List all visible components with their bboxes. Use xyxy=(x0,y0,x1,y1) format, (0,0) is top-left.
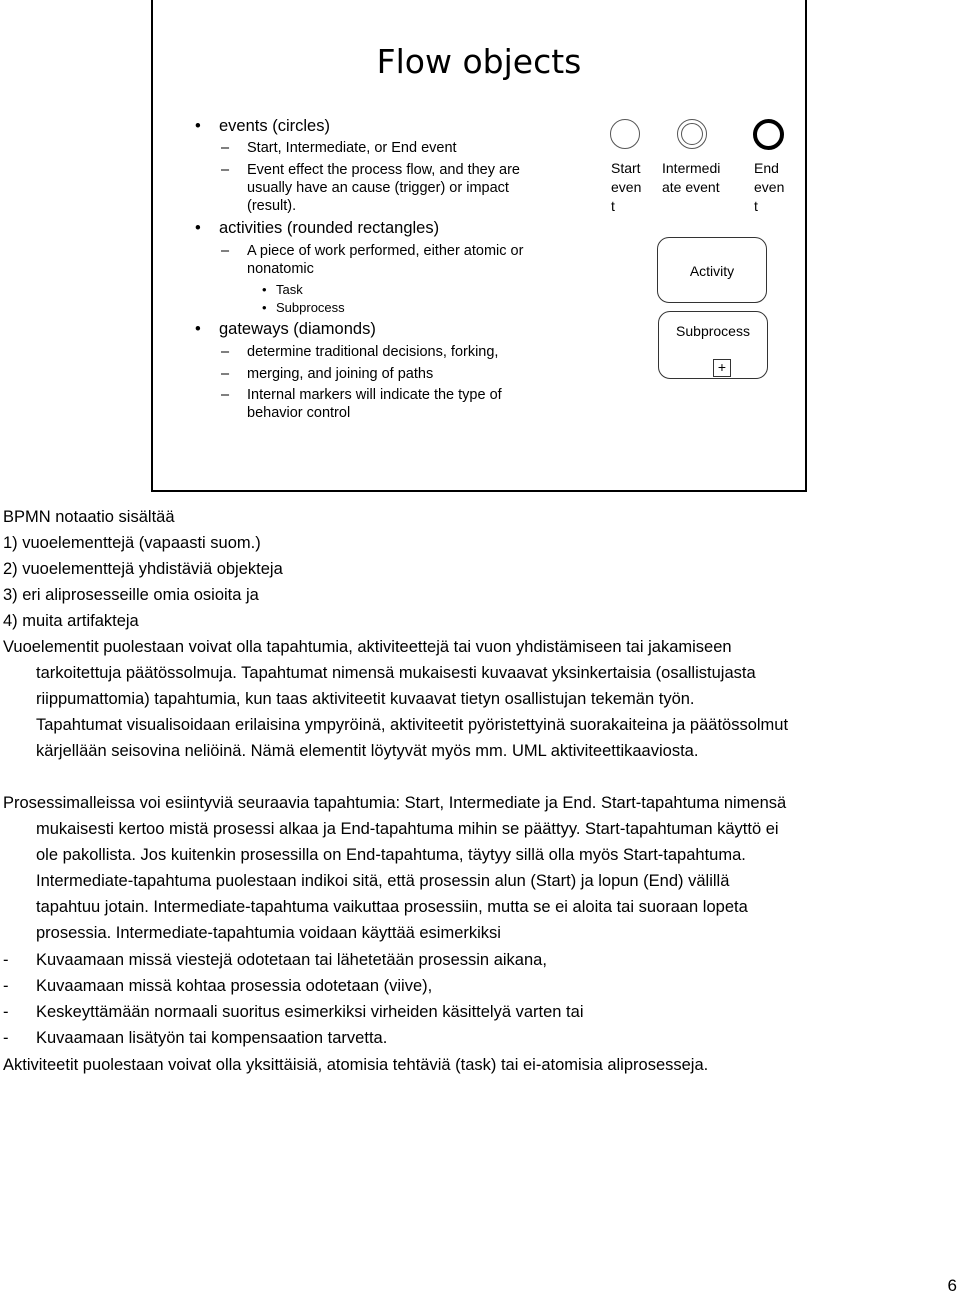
text-line: Prosessimalleissa voi esiintyviä seuraavia tapahtumia: Start, Intermediate ja End. Start-tapahtuma nimensä xyxy=(3,794,787,812)
activities-item-continuation: nonatomic xyxy=(247,261,314,277)
text-line: ole pakollista. Jos kuitenkin prosessilla on End-tapahtuma, täytyy sillä olla myös Start-tapahtuma. xyxy=(36,846,746,864)
text-line: prosessia. Intermediate-tapahtumia voidaan käyttää esimerkiksi xyxy=(36,924,501,942)
dash-list-text: Keskeyttämään normaali suoritus esimerkiksi virheiden käsittelyä varten tai xyxy=(36,1003,584,1021)
slide-title: Flow objects xyxy=(376,42,582,81)
events-heading: • events (circles) xyxy=(219,117,330,135)
dash-marker: - xyxy=(3,951,9,969)
gateways-heading: • gateways (diamonds) xyxy=(219,320,376,338)
text-line: 4) muita artifakteja xyxy=(3,612,139,630)
dash-list-item xyxy=(3,950,547,970)
text-line: riippumattomia) tapahtumia, kun taas aktiviteetit kuvaavat tietyn osallistujan tekemän työn. xyxy=(36,690,695,708)
events-item: – Start, Intermediate, or End event xyxy=(247,141,457,157)
subprocess-label: Subprocess xyxy=(676,323,750,339)
activities-subitem-task: • Task xyxy=(276,283,303,297)
text-line: mukaisesti kertoo mistä prosessi alkaa ja End-tapahtuma mihin se päättyy. Start-tapahtuman käyttö ei xyxy=(36,820,779,838)
dash-marker: - xyxy=(3,1029,9,1047)
text-line: Tapahtumat visualisoidaan erilaisina ympyröinä, aktiviteetit pyöristettyinä suorakaiteina ja päätössolmut xyxy=(36,716,789,734)
dash-marker: - xyxy=(3,977,9,995)
subprocess-plus-marker: + xyxy=(713,359,731,377)
dash-list-item xyxy=(3,1002,583,1022)
end-event-circle xyxy=(753,119,784,150)
subprocess-box xyxy=(658,311,768,379)
dash-list-text: Kuvaamaan missä viestejä odotetaan tai lähetetään prosessin aikana, xyxy=(36,951,547,969)
activity-label: Activity xyxy=(689,263,735,279)
intermediate-event-label: Intermedi ate event xyxy=(662,160,721,195)
events-item: – Event effect the process flow, and they are xyxy=(247,163,520,179)
dash-marker: - xyxy=(3,1003,9,1021)
page-number: 6 xyxy=(947,1276,957,1295)
end-event-label: End even t xyxy=(754,160,785,214)
text-line: Vuoelementit puolestaan voivat olla tapahtumia, aktiviteettejä tai vuon yhdistämiseen tai jakamiseen xyxy=(3,638,732,656)
gateways-item: – merging, and joining of paths xyxy=(247,367,433,383)
intermediate-event-inner-ring xyxy=(681,123,703,145)
text-line: 1) vuoelementtejä (vapaasti suom.) xyxy=(3,534,261,552)
text-line: Intermediate-tapahtuma puolestaan indikoi sitä, että prosessin alun (Start) ja lopun (End) välillä xyxy=(36,872,730,890)
dash-list-text: Kuvaamaan lisätyön tai kompensaation tarvetta. xyxy=(36,1029,388,1047)
events-item-continuation: (result). xyxy=(247,198,297,214)
start-event-circle xyxy=(610,119,640,149)
text-line: kärjellään seisovina neliöinä. Nämä elementit löytyvät myös mm. UML aktiviteettikaaviosta. xyxy=(36,742,699,760)
activities-item: – A piece of work performed, either atomic or xyxy=(247,244,523,260)
text-line: Aktiviteetit puolestaan voivat olla yksittäisiä, atomisia tehtäviä (task) tai ei-atomisia aliprosesseja. xyxy=(3,1056,709,1074)
start-event-label: Start even t xyxy=(611,160,642,214)
gateways-item-continuation: behavior control xyxy=(247,405,351,421)
text-line: tapahtuu jotain. Intermediate-tapahtuma vaikuttaa prosessiin, mutta se ei aloita tai suoraan lopeta xyxy=(36,898,748,916)
activities-subitem-subprocess: • Subprocess xyxy=(276,301,345,315)
text-line: BPMN notaatio sisältää xyxy=(3,508,175,526)
slide-frame xyxy=(151,0,807,492)
activities-heading: • activities (rounded rectangles) xyxy=(219,219,439,237)
dash-list-item xyxy=(3,976,432,996)
dash-list-item xyxy=(3,1028,387,1048)
activity-box xyxy=(657,237,767,303)
text-line: 3) eri aliprosesseille omia osioita ja xyxy=(3,586,259,604)
dash-list-text: Kuvaamaan missä kohtaa prosessia odotetaan (viive), xyxy=(36,977,433,995)
text-line: tarkoitettuja päätössolmuja. Tapahtumat nimensä mukaisesti kuvaavat yksinkertaisia (osallistujasta xyxy=(36,664,756,682)
text-line: 2) vuoelementtejä yhdistäviä objekteja xyxy=(3,560,283,578)
gateways-item: – determine traditional decisions, forking, xyxy=(247,345,498,361)
gateways-item: – Internal markers will indicate the type of xyxy=(247,388,502,404)
intermediate-event-circle xyxy=(677,119,707,149)
events-item-continuation: usually have an cause (trigger) or impact xyxy=(247,180,509,196)
